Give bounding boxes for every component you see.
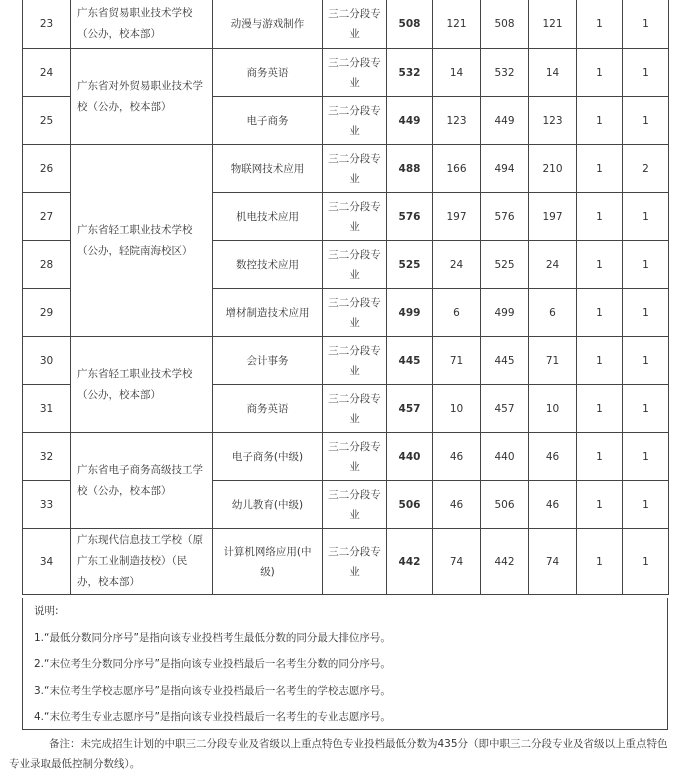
min-score-rank: 46 [433, 481, 481, 529]
school-choice-no: 1 [577, 337, 623, 385]
table-row [23, 145, 669, 193]
row-number: 25 [23, 97, 71, 145]
major-type: 三二分段专业 [323, 241, 387, 289]
last-score: 442 [481, 529, 529, 595]
major-choice-no: 1 [623, 529, 669, 595]
row-number: 34 [23, 529, 71, 595]
last-score-rank: 46 [529, 481, 577, 529]
major-name: 动漫与游戏制作 [213, 0, 323, 49]
min-score: 488 [387, 145, 433, 193]
min-score: 457 [387, 385, 433, 433]
min-score-rank: 10 [433, 385, 481, 433]
min-score: 449 [387, 97, 433, 145]
note-item: 4.“末位考生专业志愿序号”是指向该专业投档最后一名考生的专业志愿序号。 [34, 711, 391, 723]
notes-title: 说明: [34, 605, 59, 617]
major-name: 计算机网络应用(中级) [213, 529, 323, 595]
min-score: 508 [387, 0, 433, 49]
note-item: 1.“最低分数同分序号”是指向该专业投档考生最低分数的同分最大排位序号。 [34, 632, 391, 644]
major-choice-no: 1 [623, 385, 669, 433]
row-number: 32 [23, 433, 71, 481]
school-choice-no: 1 [577, 385, 623, 433]
last-score: 449 [481, 97, 529, 145]
min-score: 576 [387, 193, 433, 241]
row-number: 24 [23, 49, 71, 97]
major-type: 三二分段专业 [323, 337, 387, 385]
row-number: 33 [23, 481, 71, 529]
last-score: 494 [481, 145, 529, 193]
note-item: 3.“末位考生学校志愿序号”是指向该专业投档最后一名考生的学校志愿序号。 [34, 685, 391, 697]
table-row [23, 433, 669, 481]
last-score: 576 [481, 193, 529, 241]
major-type: 三二分段专业 [323, 529, 387, 595]
last-score: 525 [481, 241, 529, 289]
major-name: 机电技术应用 [213, 193, 323, 241]
min-score: 445 [387, 337, 433, 385]
major-name: 数控技术应用 [213, 241, 323, 289]
min-score-rank: 46 [433, 433, 481, 481]
min-score-rank: 121 [433, 0, 481, 49]
notes-box [22, 598, 668, 730]
last-score-rank: 197 [529, 193, 577, 241]
min-score-rank: 24 [433, 241, 481, 289]
row-number: 23 [23, 0, 71, 49]
school-choice-no: 1 [577, 193, 623, 241]
school-choice-no: 1 [577, 0, 623, 49]
min-score-rank: 166 [433, 145, 481, 193]
school-name: 广东省轻工职业技术学校（公办，校本部） [71, 337, 213, 433]
remark-text: 备注：未完成招生计划的中职三二分段专业及省级以上重点特色专业投档最低分数为435分（即中职三二分段专业及省级以上重点特色专业录取最低控制分数线）。 [9, 738, 668, 770]
last-score-rank: 74 [529, 529, 577, 595]
major-type: 三二分段专业 [323, 145, 387, 193]
min-score-rank: 6 [433, 289, 481, 337]
last-score: 457 [481, 385, 529, 433]
school-choice-no: 1 [577, 529, 623, 595]
admission-table [22, 0, 669, 595]
last-score-rank: 14 [529, 49, 577, 97]
major-name: 电子商务 [213, 97, 323, 145]
major-name: 商务英语 [213, 385, 323, 433]
min-score-rank: 123 [433, 97, 481, 145]
major-type: 三二分段专业 [323, 0, 387, 49]
major-type: 三二分段专业 [323, 433, 387, 481]
min-score: 532 [387, 49, 433, 97]
major-name: 商务英语 [213, 49, 323, 97]
major-type: 三二分段专业 [323, 193, 387, 241]
major-choice-no: 1 [623, 433, 669, 481]
last-score-rank: 123 [529, 97, 577, 145]
row-number: 30 [23, 337, 71, 385]
school-choice-no: 1 [577, 241, 623, 289]
last-score: 440 [481, 433, 529, 481]
major-choice-no: 1 [623, 241, 669, 289]
note-item: 2.“末位考生分数同分序号”是指向该专业投档最后一名考生分数的同分序号。 [34, 658, 391, 670]
row-number: 27 [23, 193, 71, 241]
min-score: 525 [387, 241, 433, 289]
min-score: 440 [387, 433, 433, 481]
school-choice-no: 1 [577, 433, 623, 481]
major-choice-no: 1 [623, 289, 669, 337]
min-score: 499 [387, 289, 433, 337]
major-choice-no: 1 [623, 481, 669, 529]
major-type: 三二分段专业 [323, 385, 387, 433]
table-row [23, 0, 669, 49]
school-choice-no: 1 [577, 289, 623, 337]
major-name: 增材制造技术应用 [213, 289, 323, 337]
last-score: 506 [481, 481, 529, 529]
last-score-rank: 121 [529, 0, 577, 49]
major-name: 幼儿教育(中级) [213, 481, 323, 529]
last-score-rank: 210 [529, 145, 577, 193]
row-number: 28 [23, 241, 71, 289]
major-type: 三二分段专业 [323, 289, 387, 337]
major-choice-no: 1 [623, 97, 669, 145]
last-score: 445 [481, 337, 529, 385]
major-type: 三二分段专业 [323, 97, 387, 145]
major-choice-no: 1 [623, 49, 669, 97]
min-score: 506 [387, 481, 433, 529]
major-choice-no: 2 [623, 145, 669, 193]
row-number: 29 [23, 289, 71, 337]
major-name: 会计事务 [213, 337, 323, 385]
last-score-rank: 6 [529, 289, 577, 337]
major-type: 三二分段专业 [323, 481, 387, 529]
school-name: 广东现代信息技工学校（原广东工业制造技校）（民办，校本部） [71, 529, 213, 595]
major-name: 物联网技术应用 [213, 145, 323, 193]
min-score-rank: 14 [433, 49, 481, 97]
school-name: 广东省轻工职业技术学校（公办，轻院南海校区） [71, 145, 213, 337]
last-score-rank: 46 [529, 433, 577, 481]
major-name: 电子商务(中级) [213, 433, 323, 481]
major-choice-no: 1 [623, 337, 669, 385]
major-choice-no: 1 [623, 0, 669, 49]
school-name: 广东省对外贸易职业技术学校（公办，校本部） [71, 49, 213, 145]
last-score: 499 [481, 289, 529, 337]
school-name: 广东省电子商务高级技工学校（公办，校本部） [71, 433, 213, 529]
last-score: 508 [481, 0, 529, 49]
min-score-rank: 71 [433, 337, 481, 385]
table-row [23, 337, 669, 385]
last-score-rank: 10 [529, 385, 577, 433]
table-row [23, 529, 669, 595]
last-score: 532 [481, 49, 529, 97]
row-number: 26 [23, 145, 71, 193]
last-score-rank: 24 [529, 241, 577, 289]
school-choice-no: 1 [577, 97, 623, 145]
min-score-rank: 197 [433, 193, 481, 241]
row-number: 31 [23, 385, 71, 433]
school-choice-no: 1 [577, 481, 623, 529]
last-score-rank: 71 [529, 337, 577, 385]
school-choice-no: 1 [577, 145, 623, 193]
min-score-rank: 74 [433, 529, 481, 595]
school-name: 广东省贸易职业技术学校（公办，校本部） [71, 0, 213, 49]
school-choice-no: 1 [577, 49, 623, 97]
table-row [23, 49, 669, 97]
min-score: 442 [387, 529, 433, 595]
major-choice-no: 1 [623, 193, 669, 241]
major-type: 三二分段专业 [323, 49, 387, 97]
